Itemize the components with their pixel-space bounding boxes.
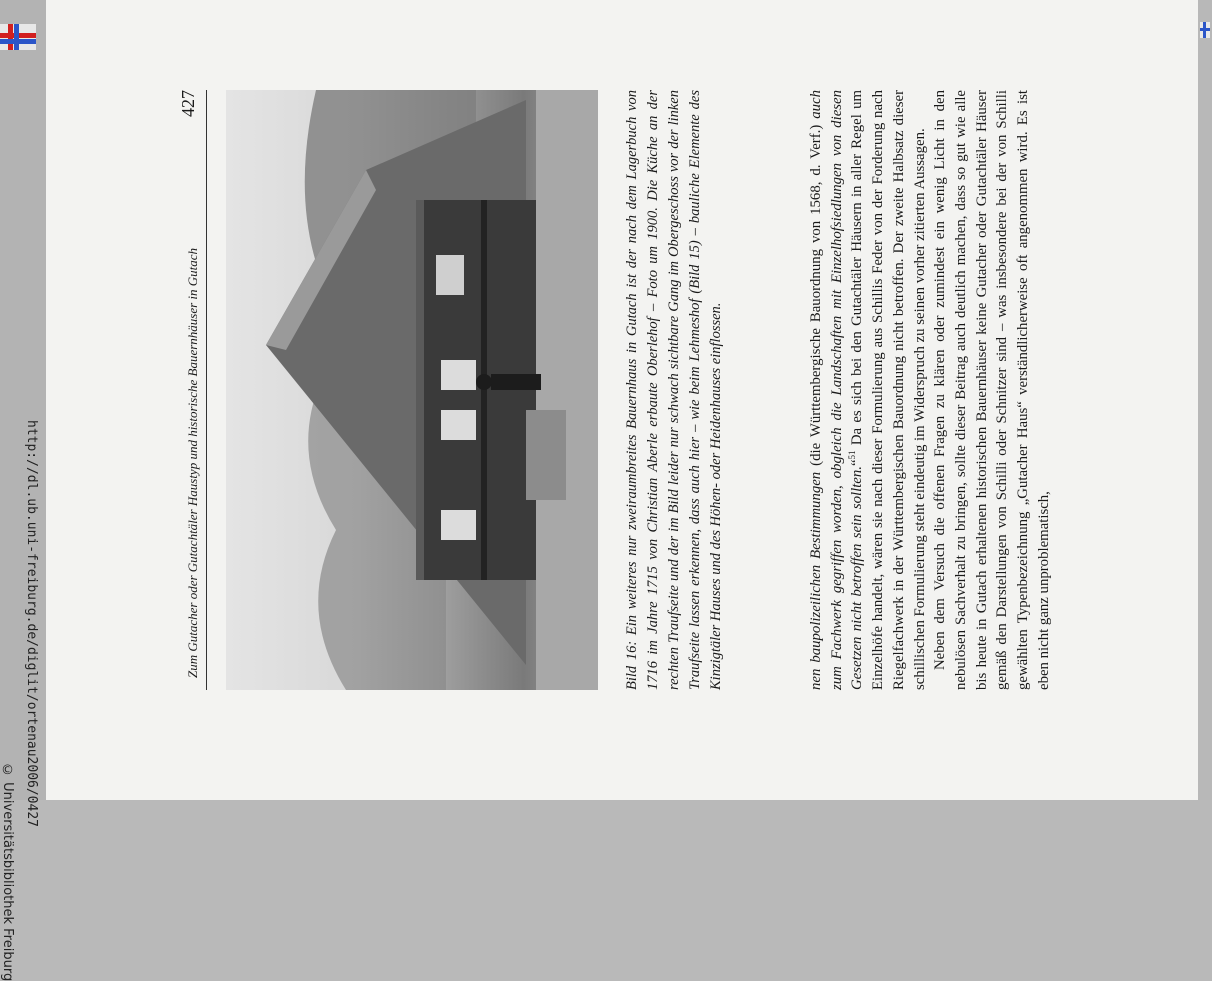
scan-copyright: © Universitätsbibliothek Freiburg [0,763,15,981]
text-run: Da es sich bei den Gutachtäler Häusern in aller Regel um Einzelhöfe handelt, wären sie nach dieser Formulierung aus Schillis Feder von der Forderung nach Riegelfachwerk in der Württembergischen Bauordnung nicht betroffen. Der zweite Halbsatz dieser schillischen Formulierung steht eindeutig im Widerspruch zu seinen vorher zitierten Aussagen. [849,90,928,690]
text-run: nen baupolizeilichen Bestimmungen [808,471,824,690]
text-run: auch zum Fachwerk gegriffen worden, obgleich die Landschaften mit Einzelhofsiedlungen von diesen Gesetzen nicht betroffen sein sollten. [808,90,866,690]
running-title: Zum Gutacher oder Gutachtäler Haustyp und historische Bauernhäuser in Gutach [185,247,200,678]
body-text [806,90,1054,690]
figure-caption: Bild 16: Ein weiteres nur zweiraumbreites Bauernhaus in Gutach ist der nach dem Lagerbuch von 1716 im Jahre 1715 von Christian Aberle erbaute Oberlehof – Foto um 1900. Die Küche an der rechten Traufseite und der im Bild leider nur schwach sichtbare Gang im Obergeschoss vor der linken Traufseite lassen erkennen, dass auch hier – wie beim Lehmeshof (Bild 15) – bauliche Elemente des Kinzigtäler Hauses und des Höhen- oder Heidenhauses einflossen. [624,90,724,690]
page-number: 427 [178,90,198,117]
scan-url[interactable]: http://dl.ub.uni-freiburg.de/diglit/ortenau2006/0427 [24,420,39,827]
right-margin-strip [1198,0,1212,800]
library-flag-icon [0,24,36,50]
text-run: “ [849,459,866,467]
left-margin-strip [0,0,46,800]
footnote-marker: 51 [847,450,858,460]
farmhouse-photo [226,90,598,690]
text-run: (die Württembergische Bauordnung von 1568, d. Verf.) [808,118,824,472]
scanned-page [46,0,1198,800]
running-head [178,90,207,690]
page-content [178,90,1198,690]
paragraph-1 [806,90,930,690]
library-flag-icon [1200,22,1210,38]
paragraph-2: Neben dem Versuch die offenen Fragen zu klären oder zumindest ein wenig Licht in den nebulösen Sachverhalt zu bringen, sollte dieser Beitrag auch deutlich machen, dass so gut wie alle bis heute in Gutach erhaltenen historischen Bauernhäuser keine Gutacher oder Gutachtäler Häuser gemäß den Darstellungen von Schilli oder Schnitzer sind – was insbesondere bei der von Schilli gewählten Typenbezeichnung „Gutacher Haus“ verständlicherweise oft angenommen wird. Es ist eben nicht ganz unproblematisch, [932,90,1052,690]
